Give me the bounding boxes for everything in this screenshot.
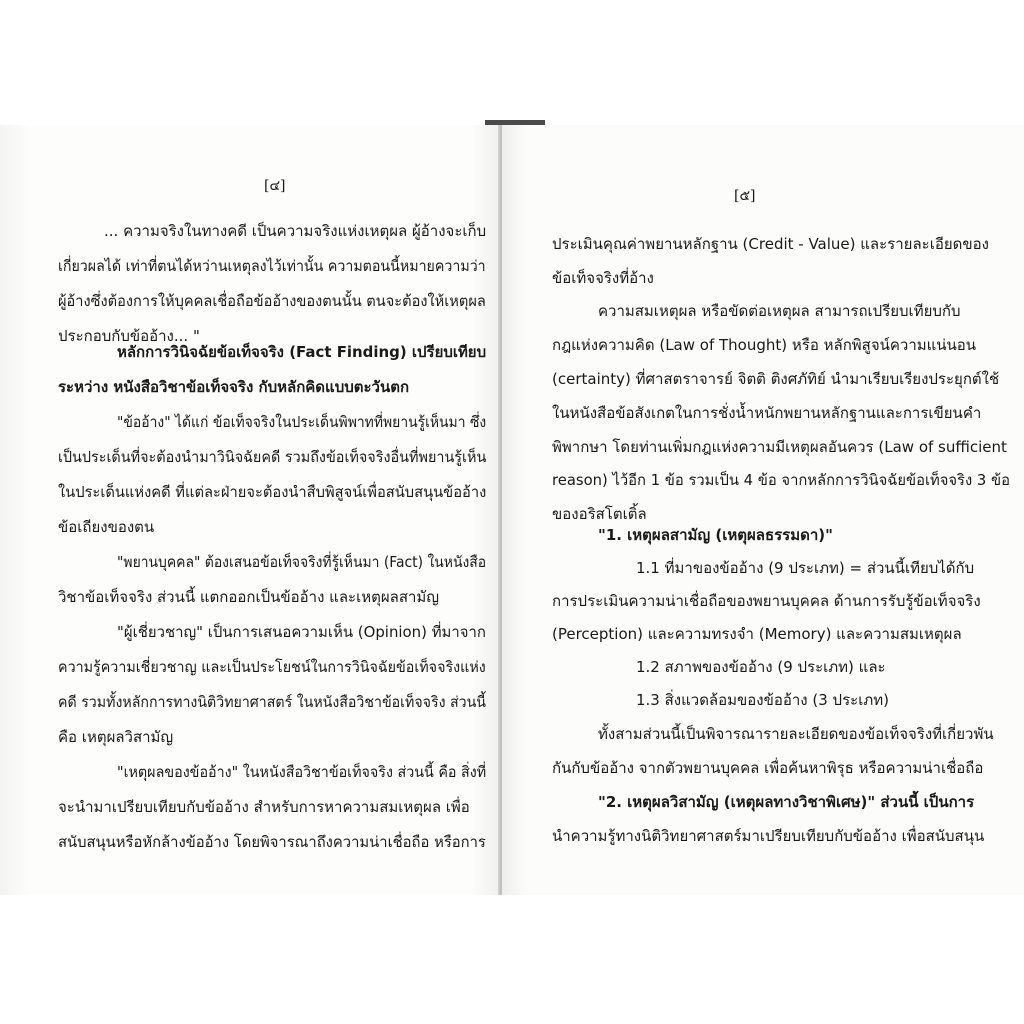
text-line: ทั้งสามส่วนนี้เป็นพิจารณารายละเอียดของข้อเท็จจริงที่เกี่ยวพัน — [598, 725, 994, 743]
text-line: 1.1 ที่มาของข้ออ้าง (9 ประเภท) = ส่วนนี้เทียบได้กับ — [636, 559, 975, 577]
text-line: (certainty) ที่ศาสตราจารย์ จิตติ ติงศภัทิย์ นำมาเรียบเรียงประยุกต์ใช้ — [552, 370, 1000, 388]
text-line: (Perception) และความทรงจำ (Memory) และความสมเหตุผล — [552, 625, 962, 643]
text-line: ... ความจริงในทางคดี เป็นความจริงแห่งเหตุผล ผู้อ้างจะเก็บ — [104, 222, 487, 240]
left-page — [0, 125, 500, 895]
text-line: reason) ไว้อีก 1 ข้อ รวมเป็น 4 ข้อ จากหลักการวินิจฉัยข้อเท็จจริง 3 ข้อ — [552, 471, 1010, 489]
text-line: ประเมินคุณค่าพยานหลักฐาน (Credit - Value) และรายละเอียดของ — [552, 235, 989, 253]
text-line: "เหตุผลของข้ออ้าง" ในหนังสือวิชาข้อเท็จจริง ส่วนนี้ คือ สิ่งที่ — [117, 763, 487, 781]
text-line: ผู้อ้างซึ่งต้องการให้บุคคลเชื่อถือข้ออ้างของตนนั้น ตนจะต้องให้เหตุผล — [58, 292, 486, 310]
text-line: 1.3 สิ่งแวดล้อมของข้ออ้าง (3 ประเภท) — [636, 691, 889, 709]
text-line: 1.2 สภาพของข้ออ้าง (9 ประเภท) และ — [636, 658, 886, 676]
text-line: ในหนังสือข้อสังเกตในการชั่งน้ำหนักพยานหลักฐานและการเขียนคำ — [552, 404, 982, 422]
section-heading: "1. เหตุผลสามัญ (เหตุผลธรรมดา)" — [598, 526, 833, 544]
text-line: ข้อเท็จจริงที่อ้าง — [552, 269, 654, 287]
text-line: ในประเด็นแห่งคดี ที่แต่ละฝ่ายจะต้องนำสืบพิสูจน์เพื่อสนับสนุนข้ออ้าง — [58, 483, 487, 501]
text-line: ประกอบกับข้ออ้าง... " — [58, 327, 200, 345]
text-line: สนับสนุนหรือหักล้างข้ออ้าง โดยพิจารณาถึงความน่าเชื่อถือ หรือการ — [58, 833, 486, 851]
text-line: จะนำมาเปรียบเทียบกับข้ออ้าง สำหรับการหาความสมเหตุผล เพื่อ — [58, 798, 470, 816]
text-line: กฎแห่งความคิด (Law of Thought) หรือ หลักพิสูจน์ความแน่นอน — [552, 336, 977, 354]
page-number: [๔] — [264, 178, 286, 194]
section-heading: "2. เหตุผลวิสามัญ (เหตุผลทางวิชาพิเศษ)" ส่วนนี้ เป็นการ — [598, 793, 975, 811]
text-line: เป็นประเด็นที่จะต้องนำมาวินิจฉัยคดี รวมถึงข้อเท็จจริงอื่นที่พยานรู้เห็น — [58, 448, 487, 466]
text-line: ของอริสโตเติ้ล — [552, 505, 647, 523]
text-line: พิพากษา โดยท่านเพิ่มกฎแห่งความมีเหตุผลอันควร (Law of sufficient — [552, 438, 1007, 456]
text-line: นำความรู้ทางนิติวิทยาศาสตร์มาเปรียบเทียบกับข้ออ้าง เพื่อสนับสนุน — [552, 827, 985, 845]
text-line: คือ เหตุผลวิสามัญ — [58, 728, 174, 746]
text-line: "ผู้เชี่ยวชาญ" เป็นการเสนอความเห็น (Opinion) ที่มาจาก — [117, 623, 486, 641]
page-number: [๕] — [734, 188, 756, 204]
text-line: การประเมินความน่าเชื่อถือของพยานบุคคล ด้านการรับรู้ข้อเท็จจริง — [552, 592, 981, 610]
text-line: วิชาข้อเท็จจริง ส่วนนี้ แตกออกเป็นข้ออ้าง และเหตุผลสามัญ — [58, 588, 440, 606]
text-line: "ข้ออ้าง" ได้แก่ ข้อเท็จจริงในประเด็นพิพาทที่พยานรู้เห็นมา ซึ่ง — [117, 413, 487, 431]
text-line: ความรู้ความเชี่ยวชาญ และเป็นประโยชน์ในการวินิจฉัยข้อเท็จจริงแห่ง — [58, 658, 486, 676]
text-line: คดี รวมทั้งหลักการทางนิติวิทยาศาสตร์ ในหนังสือวิชาข้อเท็จจริง ส่วนนี้ — [58, 693, 486, 711]
section-heading: หลักการวินิจฉัยข้อเท็จจริง (Fact Finding) เปรียบเทียบ — [117, 343, 487, 361]
text-line: ข้อเถียงของตน — [58, 518, 155, 536]
text-line: กันกับข้ออ้าง จากตัวพยานบุคคล เพื่อค้นหาพิรุธ หรือความน่าเชื่อถือ — [552, 759, 984, 777]
section-heading: ระหว่าง หนังสือวิชาข้อเท็จจริง กับหลักคิดแบบตะวันตก — [58, 378, 410, 396]
text-line: ความสมเหตุผล หรือขัดต่อเหตุผล สามารถเปรียบเทียบกับ — [598, 302, 961, 320]
right-page — [502, 125, 1024, 895]
text-line: "พยานบุคคล" ต้องเสนอข้อเท็จจริงที่รู้เห็นมา (Fact) ในหนังสือ — [117, 553, 487, 571]
text-line: เกี่ยวผลได้ เท่าที่ตนได้หว่านเหตุลงไว้เท่านั้น ความตอนนี้หมายความว่า — [58, 257, 486, 275]
